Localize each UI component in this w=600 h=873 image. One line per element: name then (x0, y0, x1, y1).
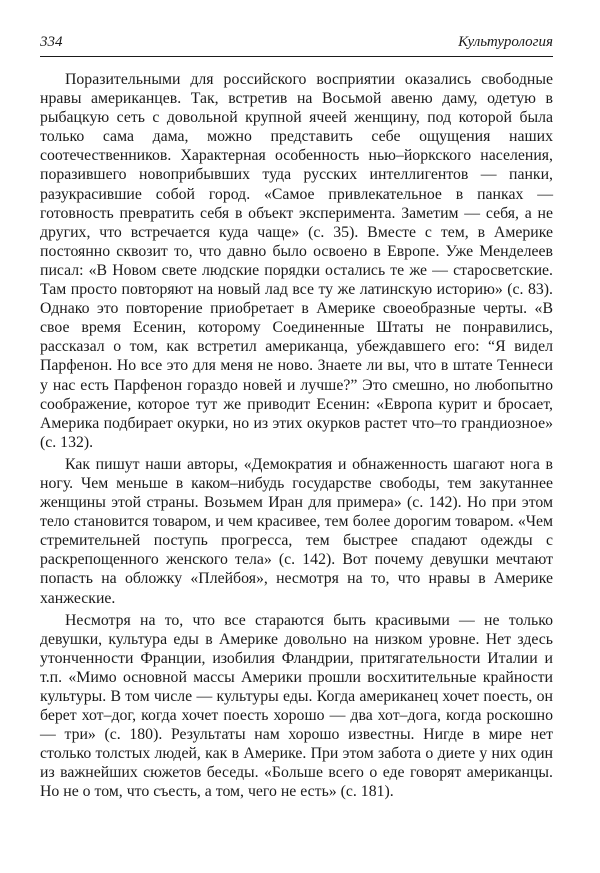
paragraph-2: Как пишут наши авторы, «Демократия и обнаженность шагают нога в ногу. Чем меньше в каком–нибудь государстве свободы, тем закутаннее женщины этой страны. Возьмем Иран для примера» (с. 142). Но при этом тело становится товаром, и чем красивее, тем более дорогим товаром. «Чем стремительней поступь прогресса, тем быстрее спадают одежды с раскрепощенного женского тела» (с. 142). Вот почему девушки мечтают попасть на обложку «Плейбоя», несмотря на то, что нравы в Америке ханжеские. (40, 455, 553, 607)
page-number: 334 (40, 34, 63, 50)
header-title: Культурология (458, 34, 553, 50)
paragraph-1: Поразительными для российского восприятии оказались свободные нравы американцев. Так, встретив на Восьмой авеню даму, одетую в рыбацкую сеть с довольной крупной ячеей женщину, под которой была только сама дама, можно представить себе ощущения наших соотечественников. Характерная особенность нью–йоркского населения, поразившего новоприбывших туда русских интеллигентов — панки, разукрасившие собой город. «Самое привлекательное в панках — готовность превратить себя в объект эксперимента. Заметим — себя, а не других, что встречается куда чаще» (с. 35). Вместе с тем, в Америке постоянно сквозит то, что давно было освоено в Европе. Уже Менделеев писал: «В Новом свете людские порядки остались те же — старосветские. Там просто повторяют на новый лад все ту же латинскую историю» (с. 83). Однако это повторение приобретает в Америке своеобразные черты. «В свое время Есенин, которому Соединенные Штаты не понравились, рассказал о том, как встретил американца, убеждавшего его: “Я видел Парфенон. Но все это для меня не ново. Знаете ли вы, что в штате Теннеси у нас есть Парфенон гораздо новей и лучше?” Это смешно, но любопытно соображение, которое тут же приводит Есенин: «Европа курит и бросает, Америка подбирает окурки, но из этих окурков растет что–то грандиозное» (с. 132). (40, 71, 553, 451)
body-text (40, 70, 553, 802)
paragraph-3: Несмотря на то, что все стараются быть красивыми — не только девушки, культура еды в Америке довольно на низком уровне. Нет здесь утонченности Франции, изобилия Фландрии, притягательности Италии и т.п. «Мимо основной массы Америки прошли восхитительные крайности культуры. В том числе — культуры еды. Когда американец хочет поесть, он берет хот–дог, когда хочет поесть хорошо — два хот–дога, когда роскошно — три» (с. 180). Результаты нам хорошо известны. Нигде в мире нет столько толстых людей, как в Америке. При этом забота о диете у них один из важнейших сюжетов беседы. «Больше всего о еде говорят американцы. Но не о том, что съесть, а том, чего не есть» (с. 181). (40, 611, 553, 801)
running-head (40, 32, 553, 57)
